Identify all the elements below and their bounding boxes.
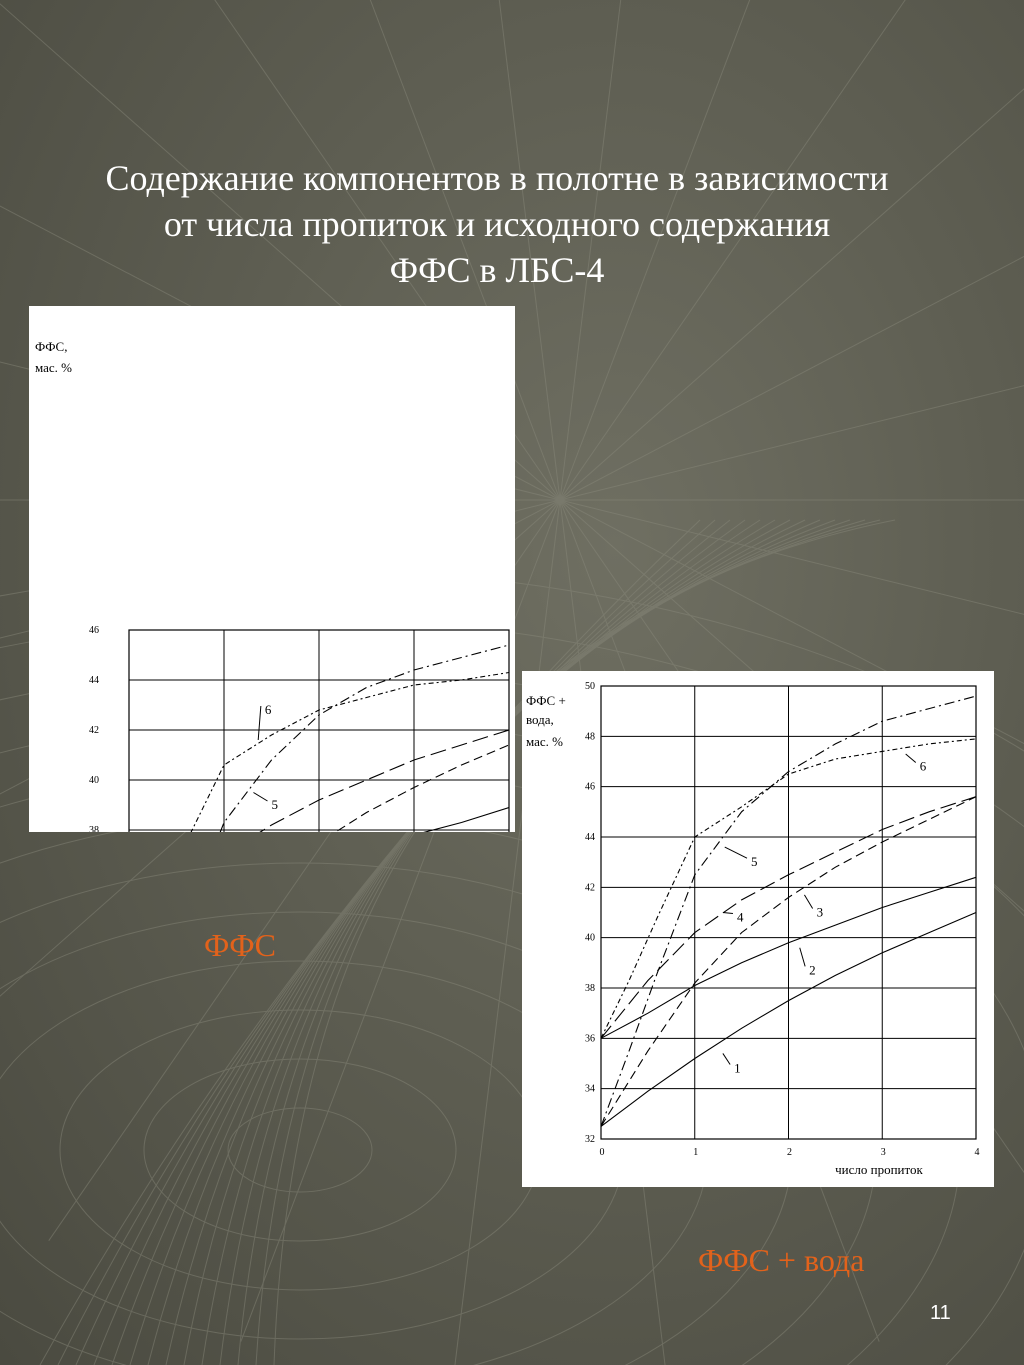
- caption-ffs: ФФС: [204, 927, 276, 963]
- series-label-1: 1: [734, 1060, 741, 1076]
- y-tick-label: 44: [89, 675, 99, 686]
- y-tick-label: 50: [585, 681, 595, 692]
- series-label-5: 5: [751, 854, 758, 870]
- y-tick-label: 40: [89, 775, 99, 786]
- y-tick-label: 40: [585, 932, 595, 944]
- title-line-1: Содержание компонентов в полотне в зависимости: [105, 158, 889, 198]
- y-axis-label: мас. %: [526, 734, 564, 749]
- slide-title: [40, 155, 954, 293]
- grid: [129, 630, 509, 832]
- series-leader-6: [258, 706, 261, 740]
- series-leader-1: [723, 1053, 730, 1064]
- x-tick-label: 2: [787, 1147, 792, 1158]
- background-ring: [228, 1108, 372, 1192]
- y-tick-label: 44: [585, 832, 595, 843]
- series-leader-6: [906, 754, 916, 763]
- series-leader-4: [723, 913, 733, 914]
- series-label-4: 4: [736, 909, 744, 925]
- series-label-5: 5: [271, 797, 278, 812]
- chart-ffs-water-panel: [522, 671, 994, 1187]
- x-tick-label: 1: [693, 1147, 699, 1158]
- series-leader-5: [725, 847, 747, 858]
- series-leader-3: [804, 895, 812, 909]
- chart-ffs-water: [522, 671, 994, 1187]
- series-label-2: 2: [809, 962, 816, 978]
- y-tick-label: 42: [585, 882, 595, 894]
- y-tick-label: 46: [89, 625, 99, 636]
- y-tick-label: 42: [89, 725, 99, 736]
- x-tick-label: 0: [599, 1147, 605, 1158]
- grid: [601, 686, 976, 1139]
- y-tick-label: 48: [585, 731, 595, 743]
- y-axis-label: вода,: [526, 712, 554, 727]
- y-tick-label: 32: [585, 1134, 595, 1145]
- series-label-6: 6: [919, 758, 927, 774]
- y-tick-label: 46: [585, 781, 595, 793]
- y-tick-label: 38: [585, 983, 595, 994]
- x-tick-label: 4: [974, 1147, 980, 1158]
- title-line-2: от числа пропиток и исходного содержания: [163, 204, 831, 244]
- y-tick-label: 34: [585, 1083, 595, 1095]
- y-axis-label: ФФС,: [35, 339, 68, 354]
- x-axis-label: число пропиток: [835, 1162, 923, 1177]
- caption-ffs-water: ФФС + вода: [698, 1242, 865, 1278]
- y-axis-label: ФФС +: [526, 693, 566, 708]
- series-label-3: 3: [816, 904, 824, 920]
- series-label-6: 6: [264, 702, 272, 717]
- y-axis-label: мас. %: [35, 360, 73, 375]
- chart-ffs-panel: [29, 306, 515, 832]
- y-tick-label: 36: [585, 1033, 595, 1045]
- title-line-3: ФФС в ЛБС-4: [389, 250, 605, 290]
- slide-number: 11: [930, 1302, 951, 1324]
- y-tick-label: 38: [89, 825, 99, 832]
- x-tick-label: 3: [880, 1147, 886, 1158]
- series-leader-2: [800, 948, 805, 967]
- chart-ffs: [29, 306, 515, 832]
- series-leader-5: [253, 793, 267, 802]
